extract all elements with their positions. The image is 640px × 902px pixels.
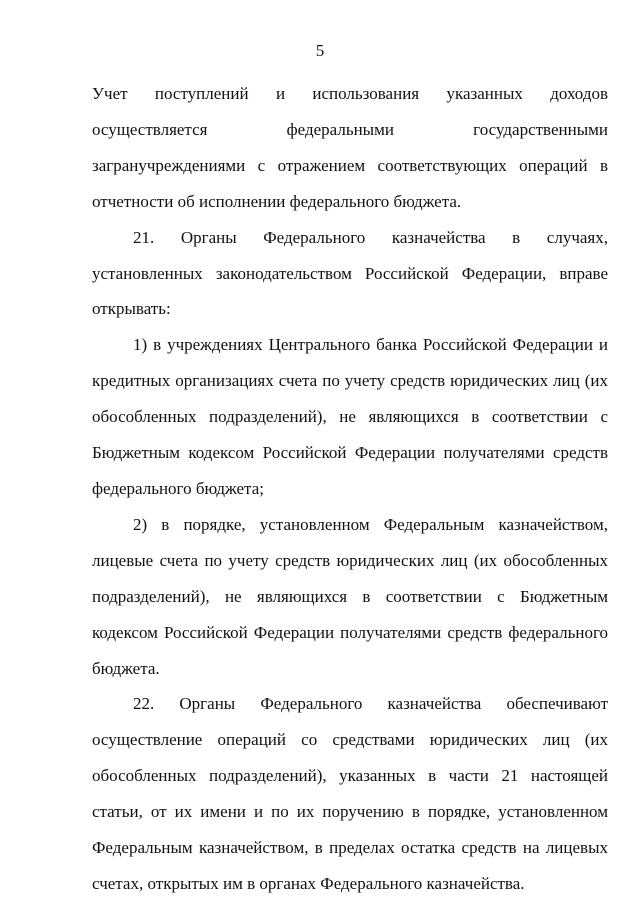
page-number: 5	[315, 41, 325, 60]
paragraph-clause-21-item-1: 1) в учреждениях Центрального банка Российской Федерации и кредитных организациях счета по учету средств юридических лиц (их обособленных подразделений), не являющихся в соответствии с Бюджетным кодексом Российской Федерации получателями средств федерального бюджета;	[92, 335, 608, 498]
paragraph-clause-21: 21. Органы Федерального казначейства в случаях, установленных законодательством Российской Федерации, вправе открывать:	[92, 227, 608, 319]
paragraph-income-accounting: Учет поступлений и использования указанных доходов осуществляется федеральными государственными загранучреждениями с отражением соответствующих операций в отчетности об исполнении федерального бюджета.	[92, 84, 608, 211]
paragraph-clause-22: 22. Органы Федерального казначейства обеспечивают осуществление операций со средствами юридических лиц (их обособленных подразделений), указанных в части 21 настоящей статьи, от их имени и по их поручению в порядке, установленном Федеральным казначейством, в пределах остатка средств на лицевых счетах, открытых им в органах Федерального казначейства.	[92, 694, 608, 893]
paragraph-clause-21-item-2: 2) в порядке, установленном Федеральным казначейством, лицевые счета по учету средств юридических лиц (их обособленных подразделений), не являющихся в соответствии с Бюджетным кодексом Российской Федерации получателями средств федерального бюджета.	[92, 514, 608, 678]
document-body	[92, 76, 608, 902]
